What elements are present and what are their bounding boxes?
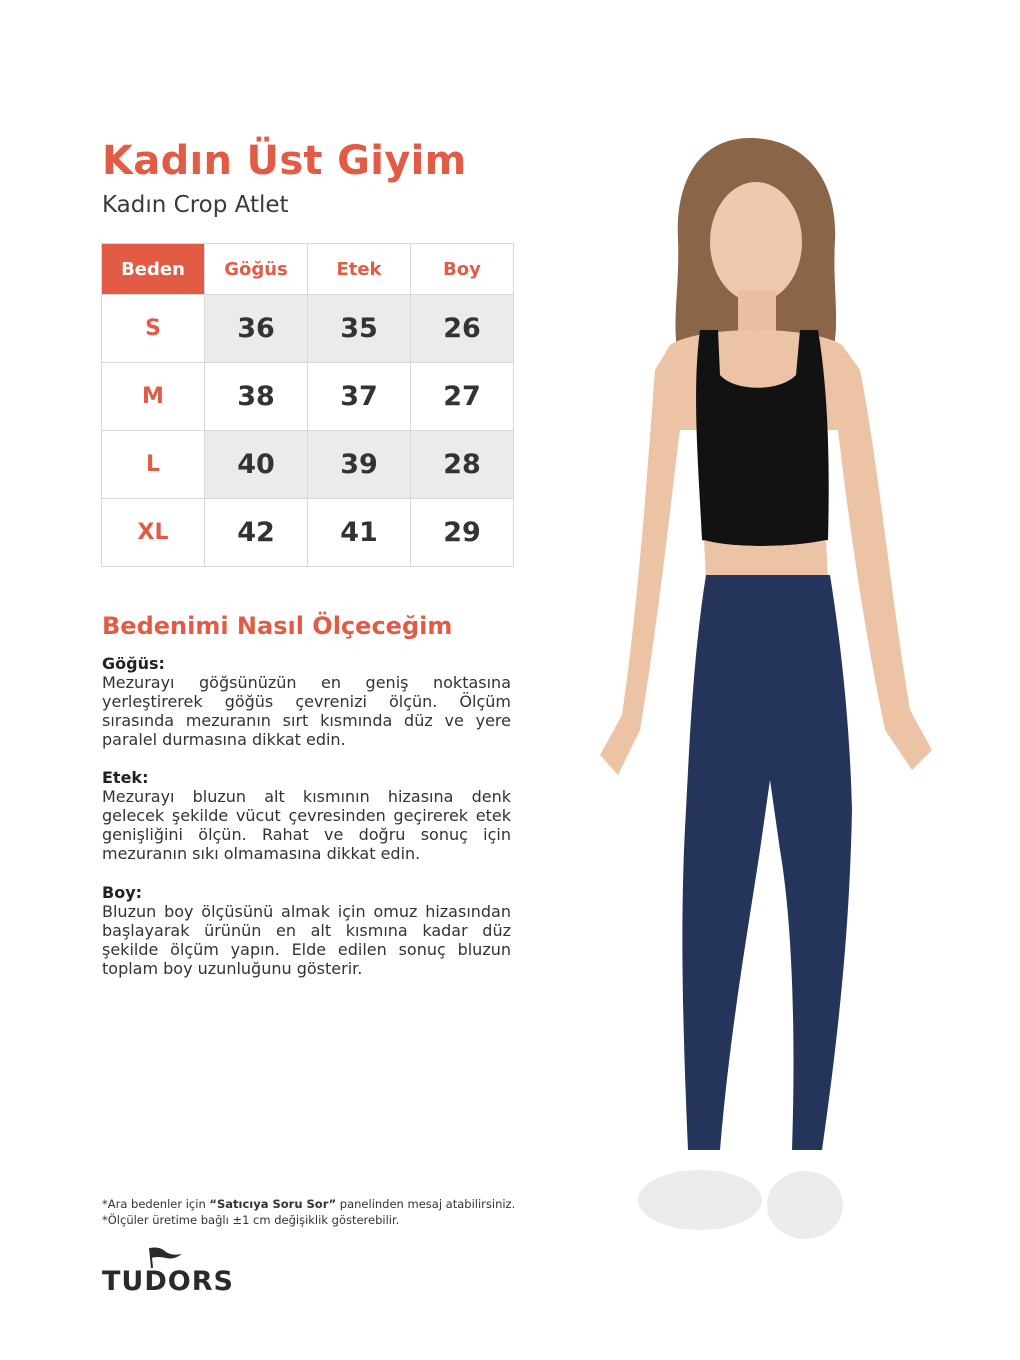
table-row <box>102 499 514 567</box>
guide-text: Bluzun boy ölçüsünü almak için omuz hizasından başlayarak ürünün en alt kısmına kadar düz şekilde ölçüm yapın. Elde edilen sonuç bluzun toplam boy uzunluğunu gösterir. <box>102 902 511 978</box>
size-table-header <box>102 244 514 295</box>
footnote-link-label: “Satıcıya Soru Sor” <box>209 1197 337 1211</box>
size-label: L <box>102 431 205 499</box>
model-photo <box>560 130 950 1250</box>
size-label: M <box>102 363 205 431</box>
footnote-2: *Ölçüler üretime bağlı ±1 cm değişiklik gösterebilir. <box>102 1213 400 1227</box>
column-header-etek: Etek <box>308 244 411 295</box>
guide-heading: Göğüs: <box>102 654 165 673</box>
guide-text: Mezurayı göğsünüzün en geniş noktasına yerleştirerek göğüs çevrenizi ölçün. Ölçüm sırasında mezuranın sırt kısmında düz ve yere paralel durmasına dikkat edin. <box>102 673 511 749</box>
boy-value: 28 <box>411 431 514 499</box>
guide-text: Mezurayı bluzun alt kısmının hizasına denk gelecek şekilde vücut çevresinden geçirerek etek genişliğini ölçün. Rahat ve doğru sonuç için mezuranın sıkı olmamasına dikkat edin. <box>102 787 511 863</box>
brand-name: TUDORS <box>102 1266 234 1297</box>
table-row <box>102 363 514 431</box>
page-subtitle: Kadın Crop Atlet <box>102 192 289 218</box>
model-illustration <box>560 130 950 1250</box>
etek-value: 35 <box>308 295 411 363</box>
guide-section-gogus <box>102 654 511 749</box>
gogus-value: 38 <box>205 363 308 431</box>
gogus-value: 36 <box>205 295 308 363</box>
page-title: Kadın Üst Giyim <box>102 138 467 184</box>
column-header-beden: Beden <box>102 244 205 295</box>
boy-value: 26 <box>411 295 514 363</box>
guide-heading: Boy: <box>102 883 143 902</box>
etek-value: 41 <box>308 499 411 567</box>
boy-value: 27 <box>411 363 514 431</box>
guide-section-etek <box>102 768 511 863</box>
footnote-text: *Ara bedenler için <box>102 1197 210 1211</box>
column-header-gogus: Göğüs <box>205 244 308 295</box>
footnote-text: panelinden mesaj atabilirsiniz. <box>336 1197 516 1211</box>
footnote-1 <box>102 1196 515 1212</box>
guide-heading: Etek: <box>102 768 149 787</box>
brand-logo <box>102 1244 232 1296</box>
guide-section-boy <box>102 883 511 978</box>
gogus-value: 42 <box>205 499 308 567</box>
etek-value: 39 <box>308 431 411 499</box>
column-header-boy: Boy <box>411 244 514 295</box>
size-table <box>101 243 514 567</box>
size-label: S <box>102 295 205 363</box>
etek-value: 37 <box>308 363 411 431</box>
boy-value: 29 <box>411 499 514 567</box>
measure-guide-title: Bedenimi Nasıl Ölçeceğim <box>102 612 453 640</box>
size-label: XL <box>102 499 205 567</box>
footnotes <box>102 1196 515 1228</box>
gogus-value: 40 <box>205 431 308 499</box>
table-row <box>102 295 514 363</box>
table-row <box>102 431 514 499</box>
